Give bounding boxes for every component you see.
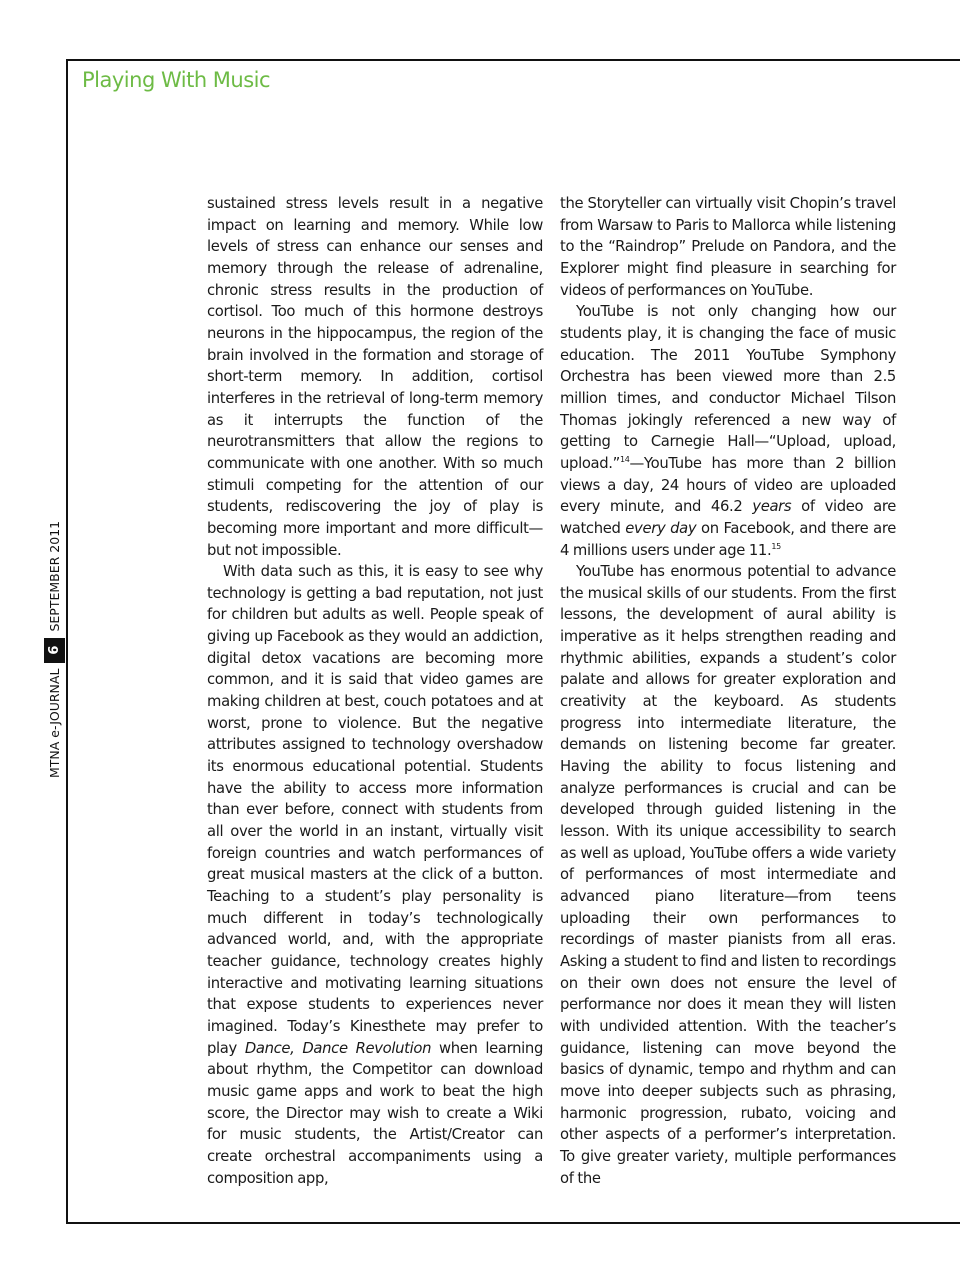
frame-bottom-rule [66, 1222, 960, 1224]
right-paragraph-2 [560, 301, 896, 561]
right-p2-text-d: on Facebook, and there are 4 millions users under age 11. [560, 519, 896, 559]
right-p1-text: the Storyteller can virtually visit Chopin’s travel from Warsaw to Paris to Mallorca while listening to the “Raindrop” Prelude on Pandora, and the Explorer might find pleasure in searching for videos of performances on YouTube. [560, 195, 896, 299]
right-paragraph-3 [560, 561, 896, 1189]
right-p3-text: YouTube has enormous potential to advance the musical skills of our students. From the first lessons, the development of aural ability is imperative as it helps strengthen reading and rhythmic abilities, expands a student’s color palate and allows for greater exploration and creativity at the keyboard. As students progress into intermediate literature, the demands on listening become far greater. Having the ability to focus listening and analyze performances is crucial and can be developed through guided listening in the lesson. With its unique accessibility to search as well as upload, YouTube offers a wide variety of performances of most intermediate and advanced piano literature—from teens uploading their own performances to recordings of master pianists from all eras. Asking a student to find and listen to recordings on their own does not ensure the level of performance nor does it mean they will listen with undivided attention. With the teacher’s guidance, listening can move beyond the basics of dynamic, tempo and rhythm and can move into deeper subjects such as phrasing, harmonic progression, rubato, voicing and other aspects of a performer’s interpretation. To give greater variety, multiple performances of the [560, 563, 896, 1187]
left-paragraph-2 [207, 561, 543, 1189]
page-number: 6 [44, 638, 65, 663]
section-title: Playing With Music [82, 68, 271, 92]
right-column [560, 193, 896, 1189]
frame-left-rule [66, 59, 68, 1224]
left-p2-text-a: With data such as this, it is easy to see why technology is getting a bad reputation, not just for children but adults as well. People speak of giving up Facebook as they would an addiction, digital detox vacations are becoming more common, and it is said that video games are making children at best, couch potatoes and at worst, prone to violence. But the negative attributes assigned to technology overshadow its enormous educational potential. Students have the ability to access more information than ever before, connect with students from all over the world in an instant, virtually visit foreign countries and watch performances of great musical masters at the click of a button. Teaching to a student’s play personality is much different in today’s technologically advanced world, and, with the appropriate teacher guidance, technology creates highly interactive and motivating learning situations that expose students to experiences never imagined. Today’s Kinesthete may prefer to play [207, 563, 543, 1057]
left-p2-text-b: when learning about rhythm, the Competitor can download music game apps and work to beat the high score, the Director may wish to create a Wiki for music students, the Artist/Creator can create orchestral accompaniments using a composition app, [207, 1039, 543, 1187]
emphasis-every-day: every day [625, 519, 697, 537]
footnote-ref-15: 15 [771, 541, 781, 551]
journal-name: MTNA e-JOURNAL [46, 668, 62, 778]
game-title-italic: Dance, Dance Revolution [244, 1039, 432, 1057]
right-p2-text-c: of video are watched [560, 498, 896, 537]
frame-top-rule [66, 59, 960, 61]
right-p2-text-b: —YouTube has more than 2 billion views a day, 24 hours of video are uploaded every minute, and 46.2 [560, 454, 896, 516]
right-paragraph-1 [560, 193, 896, 301]
sidebar-running-footer [42, 512, 66, 780]
left-column [207, 193, 543, 1189]
emphasis-years: years [752, 498, 792, 516]
footnote-ref-14: 14 [619, 454, 630, 464]
right-p2-text-a: YouTube is not only changing how our students play, it is changing the face of music education. The 2011 YouTube Symphony Orchestra has been viewed more than 2.5 million times, and conductor Michael Tilson Thomas jokingly referenced a new way of getting to Carnegie Hall—“Upload, upload, upload.” [560, 303, 896, 472]
left-p1-text: sustained stress levels result in a negative impact on learning and memory. While low levels of stress can enhance our senses and memory through the release of adrenaline, chronic stress results in the production of cortisol. Too much of this hormone destroys neurons in the hippocampus, the region of the brain involved in the formation and storage of short-term memory. In addition, cortisol interferes in the retrieval of long-term memory as it interrupts the function of the neurotransmitters that allow the regions to communicate with one another. With so much stimuli competing for the attention of our students, rediscovering the joy of play is becoming more important and more difficult—but not impossible. [207, 195, 543, 559]
issue-date: SEPTEMBER 2011 [46, 520, 62, 632]
left-paragraph-1 [207, 193, 543, 561]
